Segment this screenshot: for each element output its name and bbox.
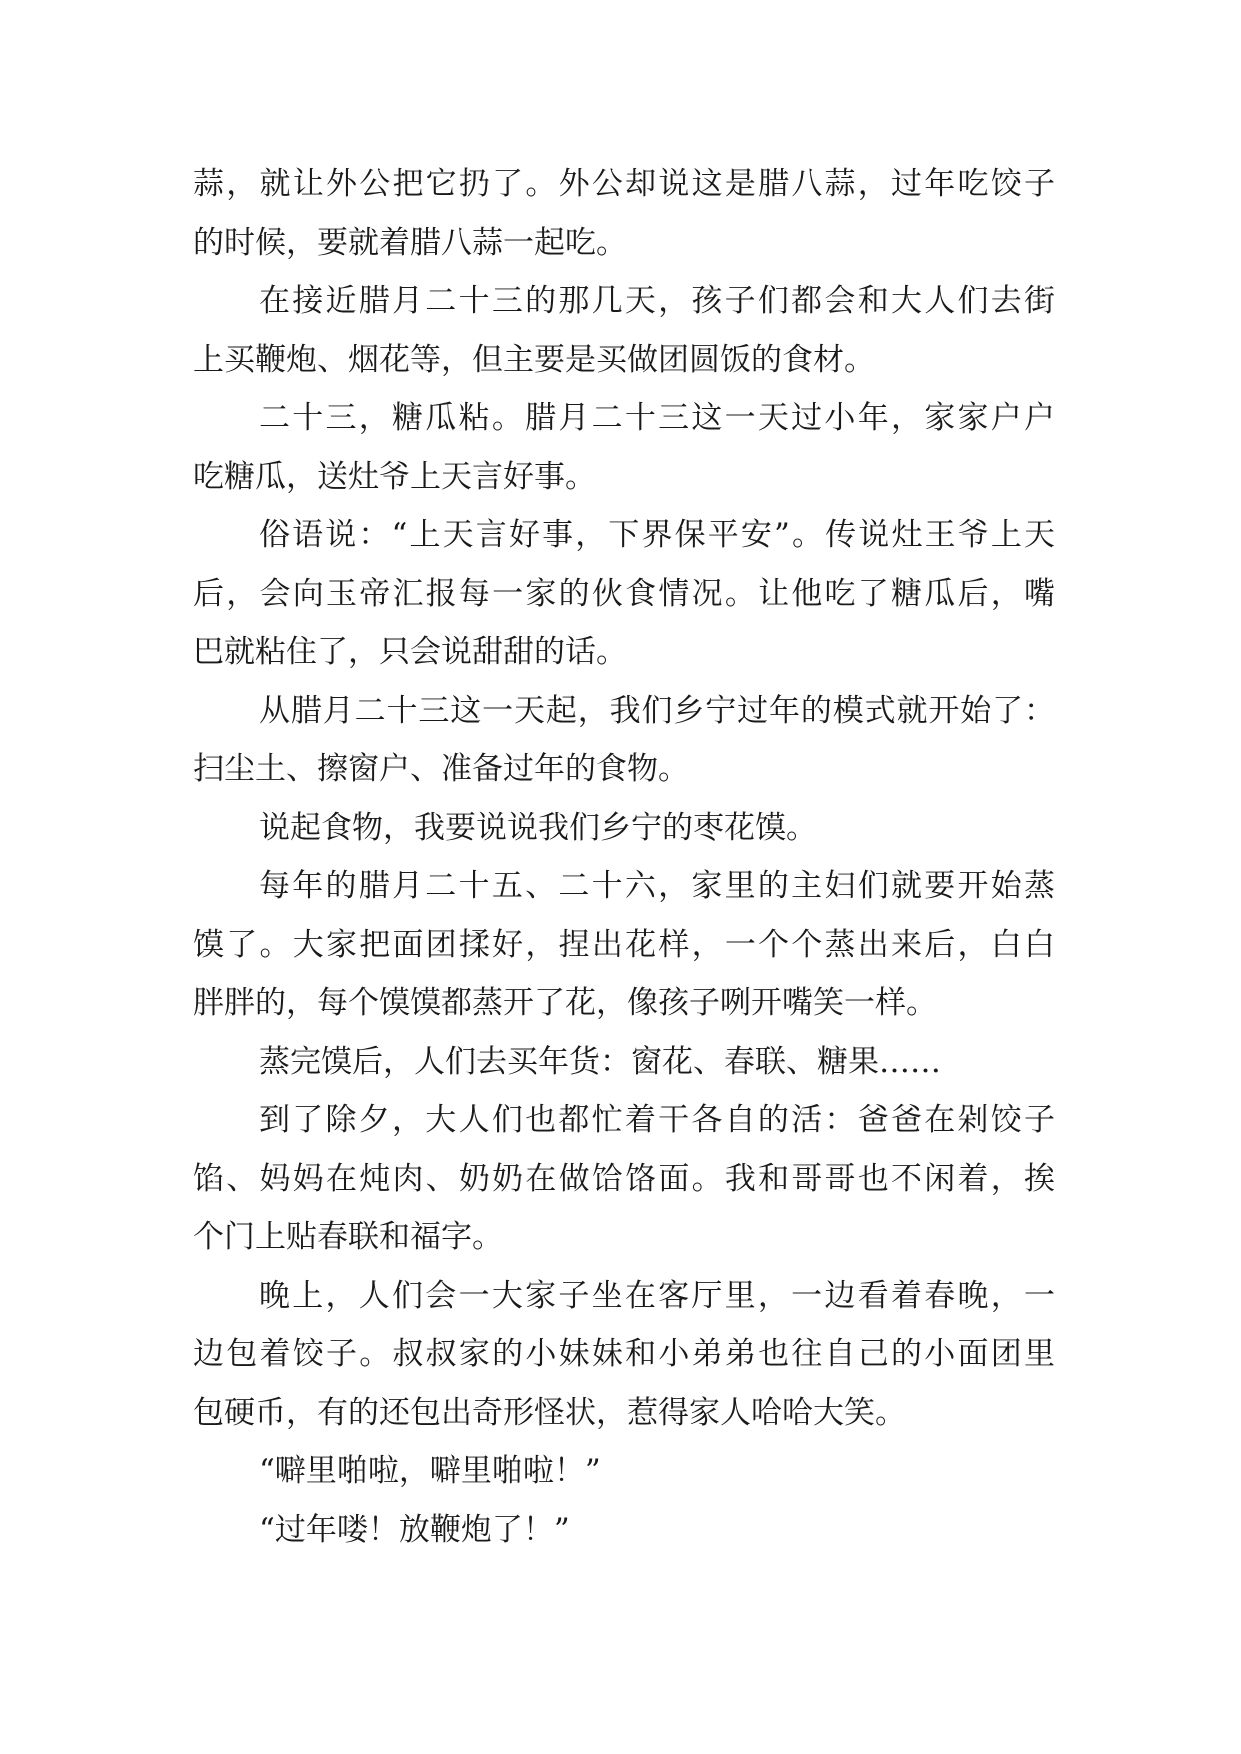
text-line: 吃糖瓜，送灶爷上天言好事。: [193, 458, 596, 495]
text-line: 胖胖的，每个馍馍都蒸开了花，像孩子咧开嘴笑一样。: [193, 985, 937, 1021]
text-line: 从腊月二十三这一天起，我们乡宁过年的模式就开始了：: [259, 692, 1055, 729]
text-line: 蒜，就让外公把它扔了。外公却说这是腊八蒜，过年吃饺子: [193, 166, 1055, 202]
text-line: 馍了。大家把面团揉好，捏出花样，一个个蒸出来后，白白: [193, 926, 1055, 963]
text-line: 的时候，要就着腊八蒜一起吃。: [193, 224, 627, 261]
text-line: 上买鞭炮、烟花等，但主要是买做团圆饭的食材。: [193, 341, 875, 378]
text-line: 说起食物，我要说说我们乡宁的枣花馍。: [259, 809, 817, 846]
text-line: 晚上，人们会一大家子坐在客厅里，一边看着春晚，一: [259, 1277, 1055, 1314]
text-line: 后，会向玉帝汇报每一家的伙食情况。让他吃了糖瓜后，嘴: [193, 575, 1055, 612]
text-line: 包硬币，有的还包出奇形怪状，惹得家人哈哈大笑。: [193, 1394, 906, 1431]
text-line: 馅、妈妈在炖肉、奶奶在做饸饹面。我和哥哥也不闲着，挨: [193, 1160, 1055, 1197]
text-line: 俗语说：“上天言好事，下界保平安”。传说灶王爷上天: [259, 517, 1055, 553]
text-line: “过年喽！放鞭炮了！”: [259, 1511, 570, 1548]
text-line: 蒸完馍后，人们去买年货：窗花、春联、糖果……: [259, 1043, 941, 1080]
text-line: “噼里啪啦，噼里啪啦！”: [259, 1453, 601, 1489]
document-page: [193, 155, 1055, 1559]
text-line: 每年的腊月二十五、二十六，家里的主妇们就要开始蒸: [259, 868, 1055, 904]
text-line: 个门上贴春联和福字。: [193, 1219, 503, 1255]
text-line: 二十三，糖瓜粘。腊月二十三这一天过小年，家家户户: [259, 400, 1055, 436]
text-line: 扫尘土、擦窗户、准备过年的食物。: [193, 751, 689, 787]
text-line: 巴就粘住了，只会说甜甜的话。: [193, 634, 627, 670]
text-line: 在接近腊月二十三的那几天，孩子们都会和大人们去街: [259, 283, 1055, 319]
text-line: 到了除夕，大人们也都忙着干各自的活：爸爸在剁饺子: [259, 1102, 1055, 1138]
document-body: [193, 155, 1055, 1559]
text-line: 边包着饺子。叔叔家的小妹妹和小弟弟也往自己的小面团里: [193, 1336, 1055, 1372]
